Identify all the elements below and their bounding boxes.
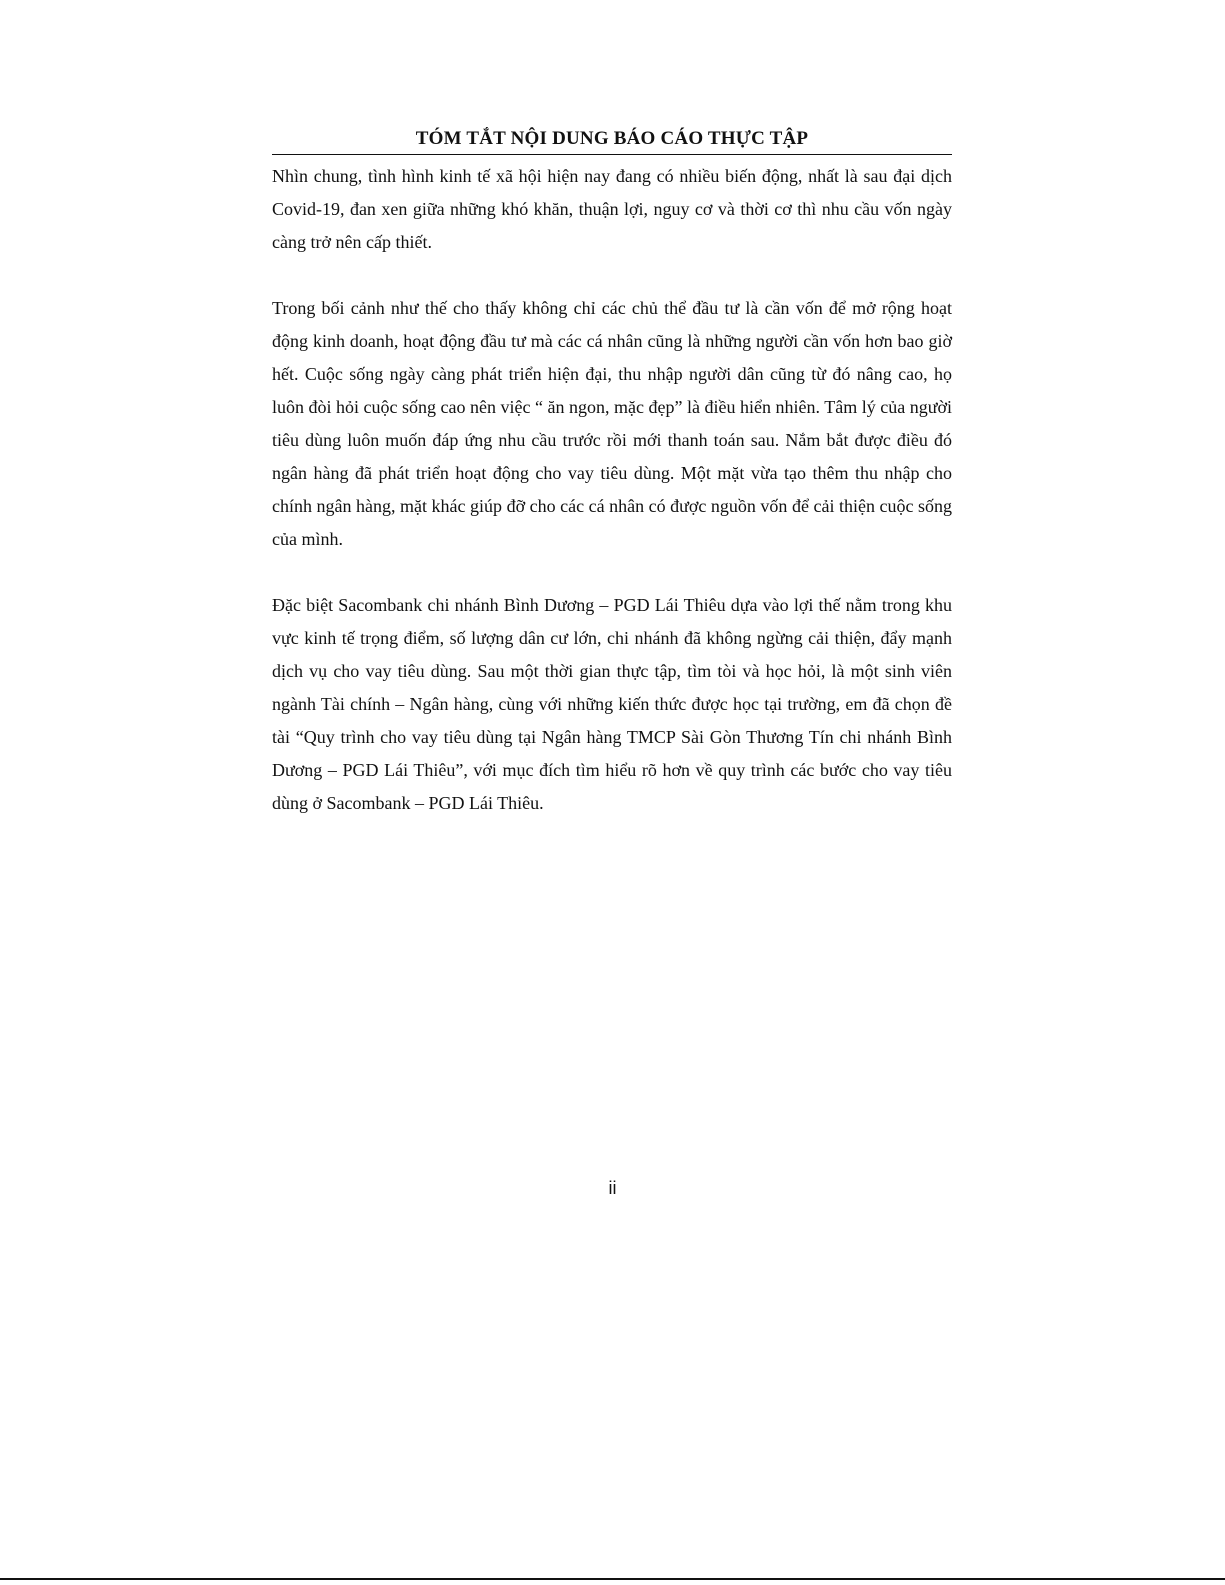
paragraph-3: Đặc biệt Sacombank chi nhánh Bình Dương – PGD Lái Thiêu dựa vào lợi thế nằm trong khu vực kinh tế trọng điểm, số lượng dân cư lớn, chi nhánh đã không ngừng cải thiện, đẩy mạnh dịch vụ cho vay tiêu dùng. Sau một thời gian thực tập, tìm tòi và học hỏi, là một sinh viên ngành Tài chính – Ngân hàng, cùng với những kiến thức được học tại trường, em đã chọn đề tài “Quy trình cho vay tiêu dùng tại Ngân hàng TMCP Sài Gòn Thương Tín chi nhánh Bình Dương – PGD Lái Thiêu”, với mục đích tìm hiểu rõ hơn về quy trình các bước cho vay tiêu dùng ở Sacombank – PGD Lái Thiêu. [272, 595, 952, 813]
paragraph-1: Nhìn chung, tình hình kinh tế xã hội hiện nay đang có nhiều biến động, nhất là sau đại dịch Covid-19, đan xen giữa những khó khăn, thuận lợi, nguy cơ và thời cơ thì nhu cầu vốn ngày càng trở nên cấp thiết. [272, 166, 952, 252]
paragraph-2: Trong bối cảnh như thế cho thấy không chỉ các chủ thể đầu tư là cần vốn để mở rộng hoạt động kinh doanh, hoạt động đầu tư mà các cá nhân cũng là những người cần vốn hơn bao giờ hết. Cuộc sống ngày càng phát triển hiện đại, thu nhập người dân cũng từ đó nâng cao, họ luôn đòi hỏi cuộc sống cao nên việc “ ăn ngon, mặc đẹp” là điều hiển nhiên. Tâm lý của người tiêu dùng luôn muốn đáp ứng nhu cầu trước rồi mới thanh toán sau. Nắm bắt được điều đó ngân hàng đã phát triển hoạt động cho vay tiêu dùng. Một mặt vừa tạo thêm thu nhập cho chính ngân hàng, mặt khác giúp đỡ cho các cá nhân có được nguồn vốn để cải thiện cuộc sống của mình. [272, 298, 952, 549]
page-body [272, 126, 952, 820]
page-title: TÓM TẮT NỘI DUNG BÁO CÁO THỰC TẬP [272, 126, 952, 155]
bottom-divider [0, 1578, 1225, 1580]
page-number: ii [608, 1178, 617, 1198]
